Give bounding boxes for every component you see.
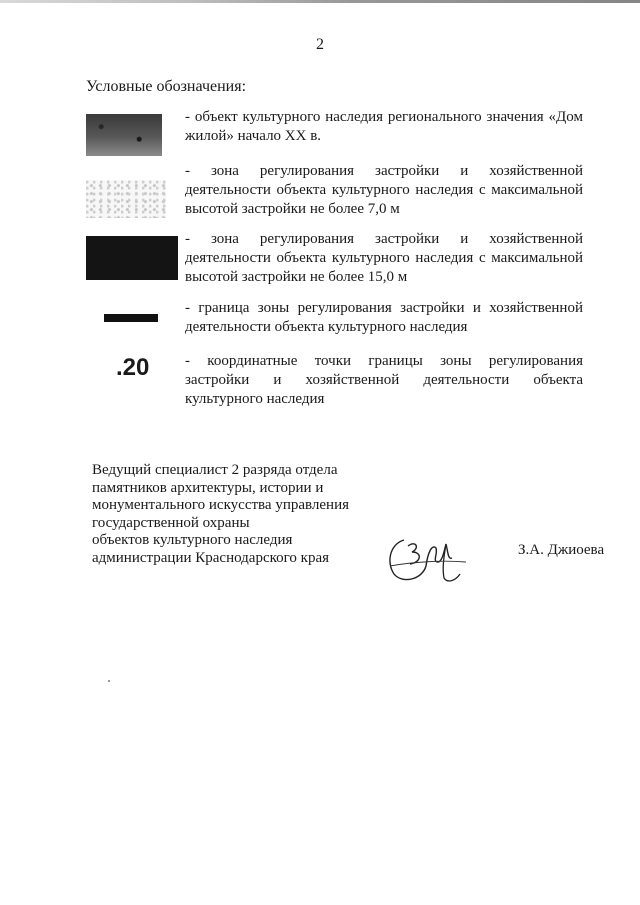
signer-name: З.А. Джиоева	[518, 542, 605, 558]
signer-title-line: государственной охраны	[92, 514, 250, 531]
signer-title-line: объектов культурного наследия	[92, 532, 293, 548]
page-number: 2	[316, 36, 324, 53]
signer-title	[92, 462, 392, 567]
page-top-edge	[0, 0, 640, 3]
legend-item-zone-7m: - зона регулирования застройки и хозяйственной деятельности объекта культурного наследия с максимальной высотой застройки не более 7,0 м	[185, 163, 583, 217]
coordinate-point-label: .20	[116, 354, 150, 381]
legend-item-zone-15m: - зона регулирования застройки и хозяйственной деятельности объекта культурного наследия с максимальной высотой застройки не более 15,0 м	[185, 231, 583, 285]
signer-title-line: администрации Краснодарского края	[92, 549, 330, 566]
signer-title-line: монументального искусства управления	[92, 497, 349, 513]
zone-15m-swatch	[86, 236, 178, 280]
signer-title-line: памятников архитектуры, истории и	[92, 479, 324, 496]
handwritten-signature	[382, 522, 472, 592]
legend-item-heritage-object: - объект культурного наследия регионального значения «Дом жилой» начало XX в.	[185, 109, 583, 144]
legend-item-zone-boundary: - граница зоны регулирования застройки и хозяйственной деятельности объекта культурного наследия	[185, 300, 583, 335]
signer-title-line: Ведущий специалист 2 разряда отдела	[92, 462, 338, 478]
zone-boundary-line-swatch	[104, 314, 158, 322]
legend-title: Условные обозначения:	[86, 78, 247, 95]
scan-speck	[108, 680, 110, 682]
legend-item-coordinate-points: - координатные точки границы зоны регулирования застройки и хозяйственной деятельности объекта культурного наследия	[185, 353, 583, 407]
zone-7m-swatch	[86, 180, 166, 218]
heritage-object-swatch	[86, 114, 162, 156]
